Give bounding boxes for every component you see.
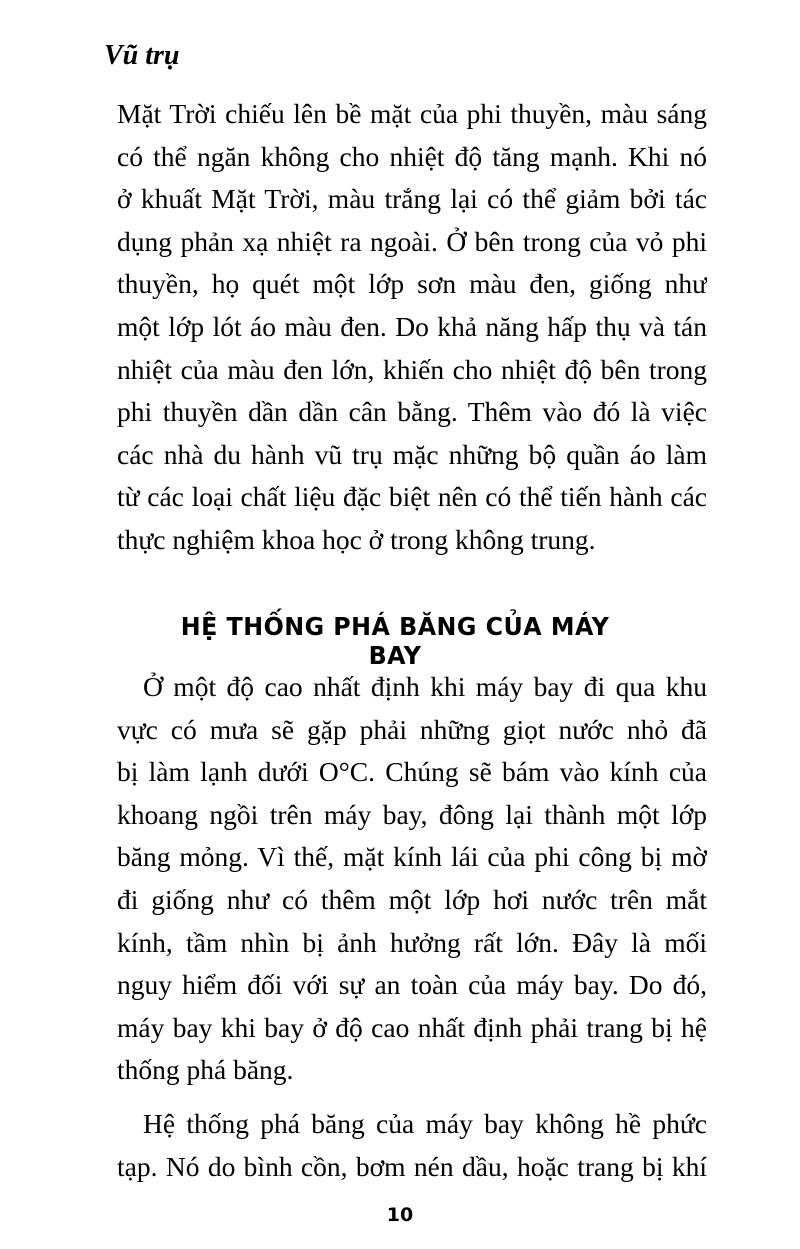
running-header: Vũ trụ [104,40,180,71]
paragraph-3 [117,1103,707,1188]
text-line: ở khuất Mặt Trời, màu trắng lại có thể giảm bởi tác [117,183,707,215]
text-line: đi giống như có thêm một lớp hơi nước trên mắt [117,883,707,915]
text-line: phi thuyền dần dần cân bằng. Thêm vào đó là việc [117,396,707,428]
text-line: từ các loại chất liệu đặc biệt nên có thể tiến hành các [117,481,707,513]
text-line: khoang ngồi trên máy bay, đông lại thành một lớp [117,798,707,830]
text-line: kính, tầm nhìn bị ảnh hưởng rất lớn. Đây là mối [117,926,707,958]
text-line: nhiệt của màu đen lớn, khiến cho nhiệt độ bên trong [117,353,707,385]
paragraph-1 [117,93,707,562]
text-line: tạp. Nó do bình cồn, bơm nén dầu, hoặc trang bị khí [117,1150,707,1182]
text-line: nguy hiểm đối với sự an toàn của máy bay. Do đó, [117,969,707,1001]
page-number: 10 [386,1204,414,1226]
text-line: dụng phản xạ nhiệt ra ngoài. Ở bên trong của vỏ phi [117,225,707,257]
paragraph-2 [117,666,707,1092]
text-line: thực nghiệm khoa học ở trong không trung. [117,523,596,555]
text-line: một lớp lót áo màu đen. Do khả năng hấp thụ và tán [117,310,707,342]
text-line: Hệ thống phá băng của máy bay không hề phức [143,1108,707,1139]
text-line: có thể ngăn không cho nhiệt độ tăng mạnh. Khi nó [117,140,707,172]
text-line: băng mỏng. Vì thế, mặt kính lái của phi công bị mờ [117,841,707,873]
section-heading: HỆ THỐNG PHÁ BĂNG CỦA MÁY BAY [180,612,610,670]
text-line: Ở một độ cao nhất định khi máy bay đi qua khu [143,671,707,702]
text-line: thống phá băng. [117,1054,294,1086]
text-line: vực có mưa sẽ gặp phải những giọt nước nhỏ đã [117,713,707,745]
text-line: máy bay khi bay ở độ cao nhất định phải trang bị hệ [117,1011,707,1043]
text-line: các nhà du hành vũ trụ mặc những bộ quần áo làm [117,438,707,470]
text-line: thuyền, họ quét một lớp sơn màu đen, giống như [117,268,707,300]
text-line: bị làm lạnh dưới O°C. Chúng sẽ bám vào kính của [117,756,707,788]
text-line: Mặt Trời chiếu lên bề mặt của phi thuyền, màu sáng [117,98,707,129]
